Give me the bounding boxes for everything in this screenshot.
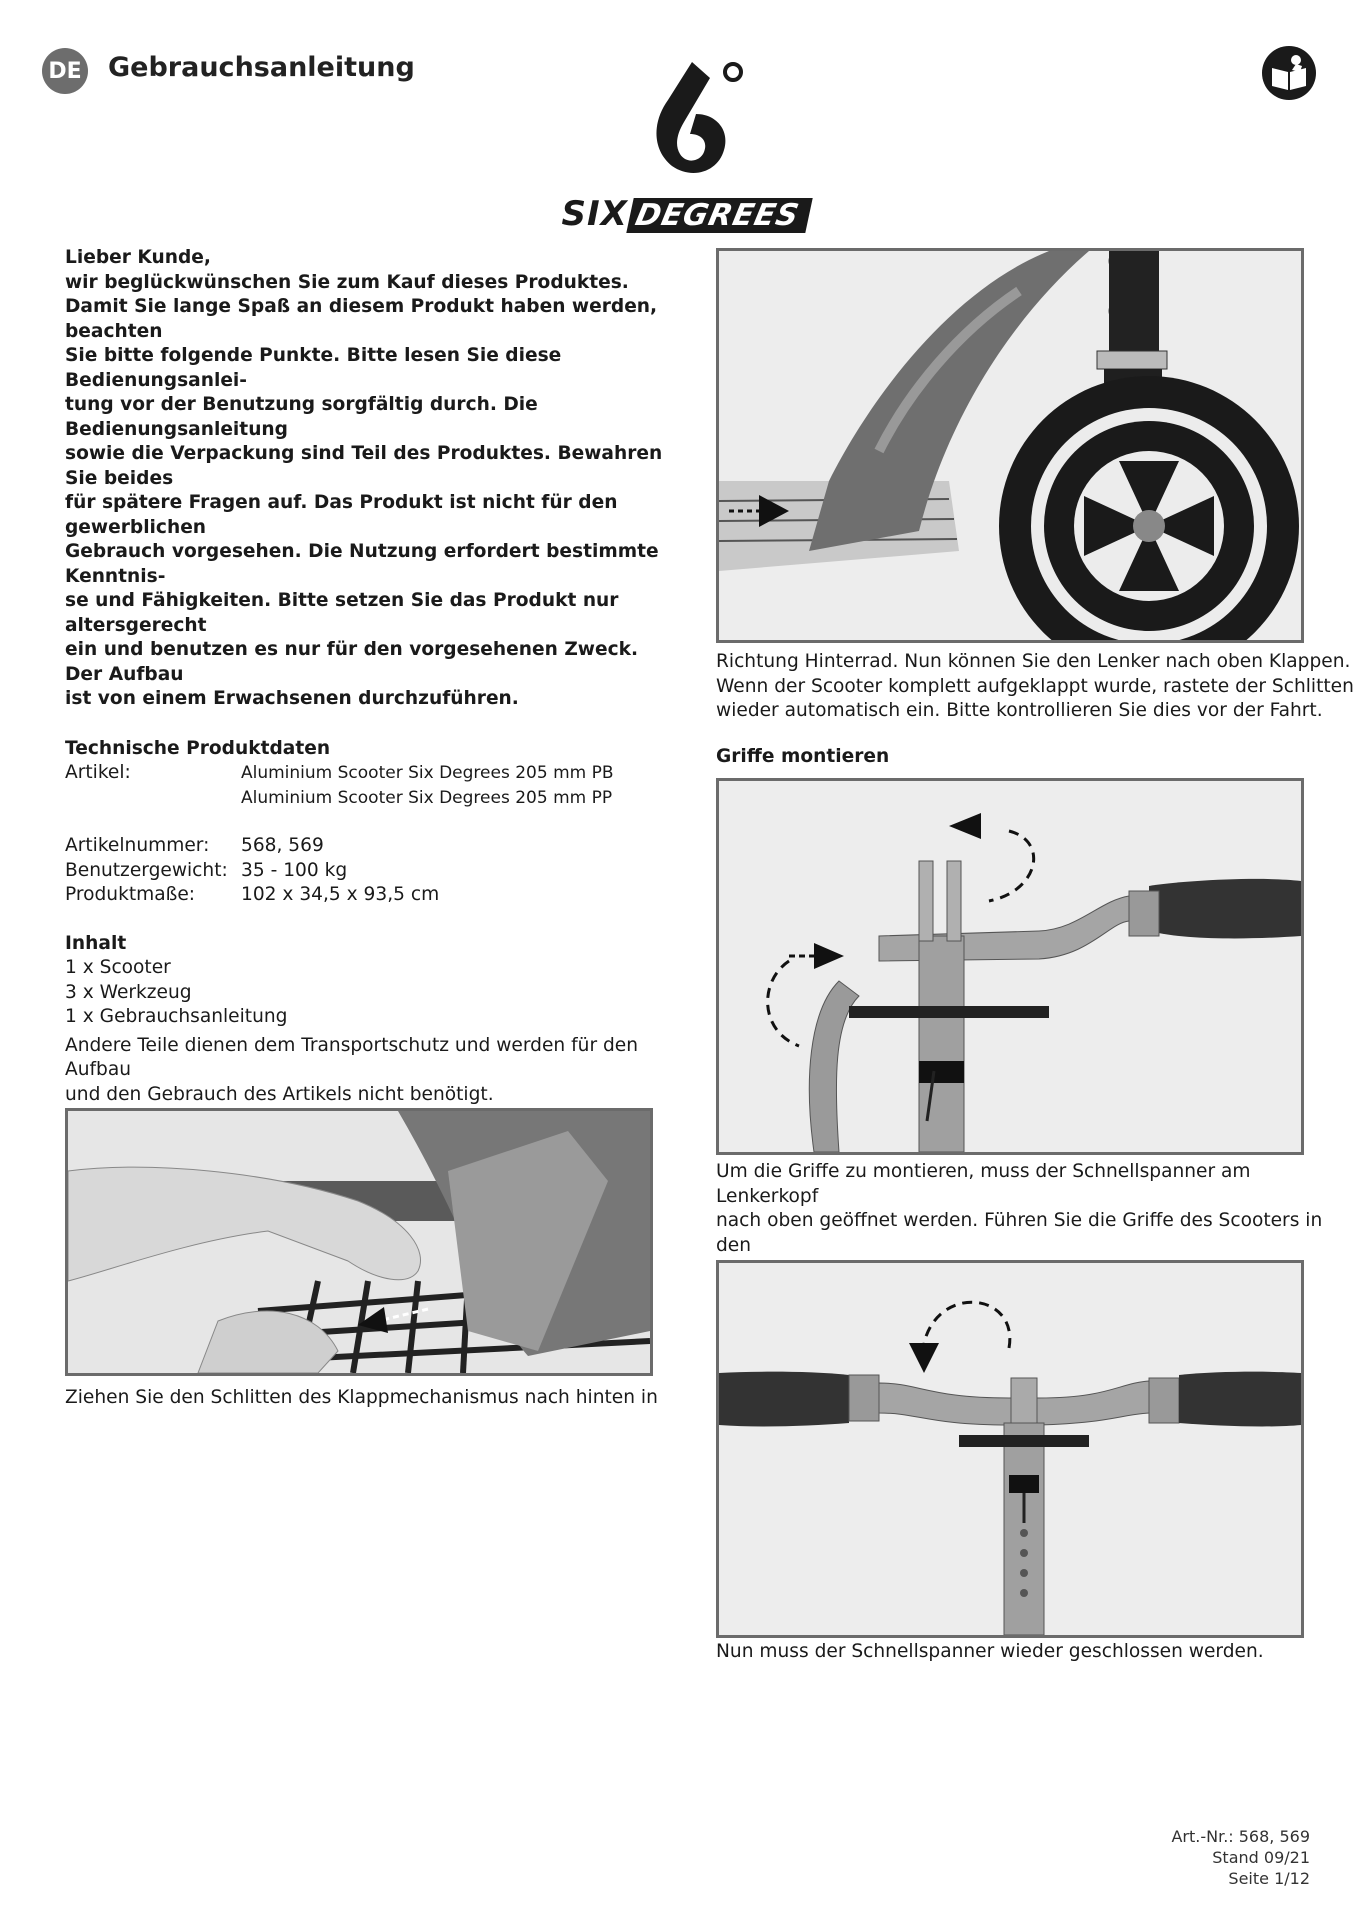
caption-line: nach oben geöffnet werden. Führen Sie die Griffe des Scooters in den (716, 1210, 1323, 1256)
caption-line: Wenn der Scooter komplett aufgeklappt wurde, rastete der Schlitten (716, 675, 1354, 697)
spec-value: Aluminium Scooter Six Degrees 205 mm PB (241, 763, 614, 783)
grips-mount-photo (716, 778, 1304, 1155)
six-degrees-logo-mark (630, 58, 750, 182)
read-manual-icon (1262, 46, 1316, 100)
spec-value: 102 x 34,5 x 93,5 cm (241, 884, 440, 905)
intro-line: ein und benutzen es nur für den vorgesehenen Zweck. Der Aufbau (65, 639, 639, 685)
caption-line: Um die Griffe zu montieren, muss der Schnellspanner am Lenkerkopf (716, 1161, 1251, 1207)
brand-wordmark (510, 194, 860, 234)
intro-line: Damit Sie lange Spaß an diesem Produkt haben werden, beachten (65, 296, 658, 342)
brand-logo (510, 58, 860, 236)
spec-row (65, 834, 665, 859)
brand-name-part2: DEGREES (626, 198, 812, 233)
caption-line: Richtung Hinterrad. Nun können Sie den Lenker nach oben Klappen. (716, 651, 1351, 672)
page-number: Seite 1/12 (1228, 1869, 1310, 1888)
spec-row (65, 883, 665, 908)
grips-heading: Griffe montieren (716, 746, 890, 767)
page-footer (1171, 1826, 1310, 1889)
spec-value: 35 - 100 kg (241, 859, 348, 881)
document-title: Gebrauchsanleitung (108, 52, 415, 83)
intro-text (65, 246, 665, 712)
contents-item: 3 x Werkzeug (65, 981, 192, 1003)
spec-label: Artikelnummer: (65, 835, 210, 856)
right-caption-3: Nun muss der Schnellspanner wieder geschlossen werden. (716, 1641, 1264, 1662)
right-caption-1 (716, 650, 1354, 724)
unfold-caption: Ziehen Sie den Schlitten des Klappmechanismus nach hinten in (65, 1387, 658, 1408)
intro-line: Gebrauch vorgesehen. Die Nutzung erfordert bestimmte Kenntnis- (65, 541, 659, 587)
intro-line: ist von einem Erwachsenen durchzuführen. (65, 688, 519, 709)
spec-value: 568, 569 (241, 835, 324, 856)
intro-line: für spätere Fragen auf. Das Produkt ist nicht für den gewerblichen (65, 492, 618, 538)
intro-line: Lieber Kunde, (65, 247, 211, 268)
quick-release-photo (716, 1260, 1304, 1638)
intro-line: Sie bitte folgende Punkte. Bitte lesen Sie diese Bedienungsanlei- (65, 345, 562, 391)
contents-note-line: Andere Teile dienen dem Transportschutz und werden für den Aufbau (65, 1034, 639, 1080)
contents-heading: Inhalt (65, 932, 127, 954)
contents-note-line: und den Gebrauch des Artikels nicht benötigt. (65, 1083, 494, 1105)
scooter-front-photo (716, 248, 1304, 643)
spec-label: Artikel: (65, 762, 131, 783)
intro-line: sowie die Verpackung sind Teil des Produktes. Bewahren Sie beides (65, 443, 663, 489)
contents-item: 1 x Scooter (65, 957, 171, 978)
spec-value: Aluminium Scooter Six Degrees 205 mm PP (241, 787, 613, 808)
spec-row (65, 859, 665, 884)
caption-line: wieder automatisch ein. Bitte kontrollieren Sie dies vor der Fahrt. (716, 700, 1323, 721)
specs-heading: Technische Produktdaten (65, 737, 331, 759)
unfold-photo (65, 1108, 653, 1376)
intro-line: tung vor der Benutzung sorgfältig durch. Die Bedienungsanleitung (65, 394, 538, 440)
language-badge: DE (42, 48, 88, 94)
article-number: Art.-Nr.: 568, 569 (1171, 1827, 1310, 1846)
spec-label: Benutzergewicht: (65, 859, 228, 881)
contents-note (65, 1034, 665, 1108)
intro-line: se und Fähigkeiten. Bitte setzen Sie das Produkt nur altersgerecht (65, 590, 619, 636)
spec-label: Produktmaße: (65, 884, 196, 905)
intro-line: wir beglückwünschen Sie zum Kauf dieses Produktes. (65, 271, 629, 293)
contents-item: 1 x Gebrauchsanleitung (65, 1006, 288, 1027)
brand-name-part1: SIX (561, 194, 628, 234)
revision-date: Stand 09/21 (1212, 1848, 1310, 1867)
spec-row-article (65, 761, 665, 810)
